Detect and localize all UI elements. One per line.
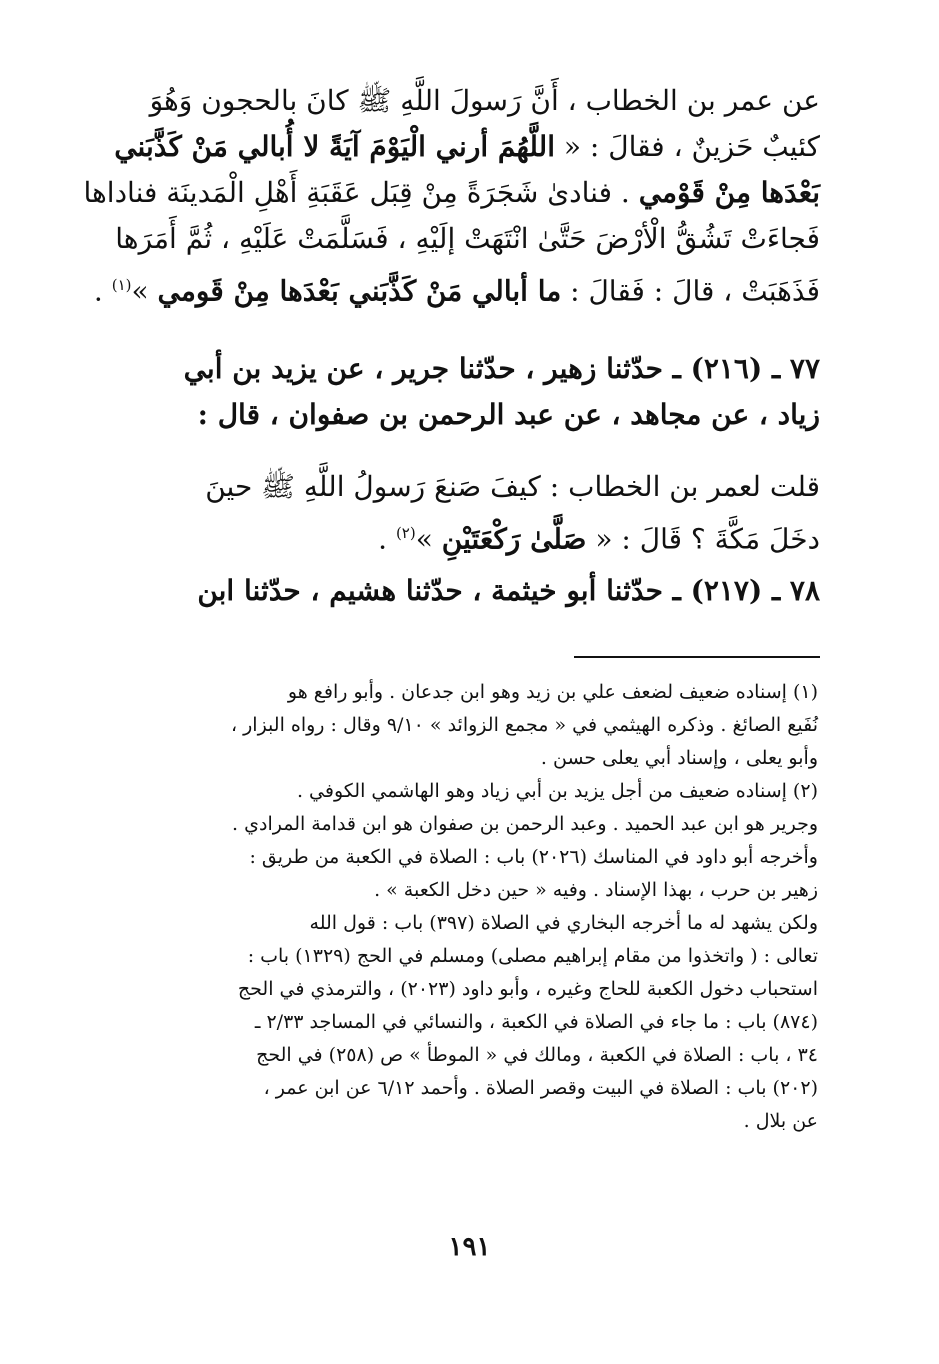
footnotes bbox=[100, 676, 818, 1138]
footnote-1: وأبو يعلى ، وإسناد أبي يعلى حسن . bbox=[540, 747, 818, 769]
text-line: قلت لعمر بن الخطاب : كيفَ صَنعَ رَسولُ اللَّهِ ﷺ حينَ bbox=[205, 470, 820, 503]
footnote-2-continued: ولكن يشهد له ما أخرجه البخاري في الصلاة (٣٩٧) باب : قول الله bbox=[309, 912, 818, 934]
footnote-1: (١) إسناده ضعيف لضعف علي بن زيد وهو ابن جدعان . وأبو رافع هو bbox=[287, 681, 818, 703]
text-line: زياد ، عن مجاهد ، عن عبد الرحمن بن صفوان ، قال : bbox=[197, 398, 820, 431]
text-line: ٧٧ ـ (٢١٦) ـ حدّثنا زهير ، حدّثنا جرير ، عن يزيد بن أبي bbox=[183, 352, 820, 385]
footnote-ref-1: (١) bbox=[111, 276, 132, 294]
paragraph-2 bbox=[100, 464, 820, 562]
text-line: دخَلَ مَكَّةَ ؟ قَالَ : « صَلَّىٰ رَكْعَتَيْنِ »$^{(٢)}$ . bbox=[378, 522, 820, 556]
text-line: كئيبٌ حَزينٌ ، فقالَ : « اللَّهُمَ أرني الْيَوْمَ آيَةً لا أُبالي مَنْ كَذَّبَني bbox=[114, 130, 820, 163]
paragraph-1 bbox=[83, 78, 820, 314]
bold-quote: اللَّهُمَ أرني الْيَوْمَ آيَةً لا أُبالي مَنْ كَذَّبَني bbox=[114, 130, 555, 163]
footnote-separator bbox=[574, 656, 820, 658]
footnote-2-continued: (٨٧٤) باب : ما جاء في الصلاة في الكعبة ، والنسائي في المساجد ٢/٣٣ ـ bbox=[254, 1011, 818, 1033]
footnote-2: وأخرجه أبو داود في المناسك (٢٠٢٦) باب : الصلاة في الكعبة من طريق : bbox=[249, 846, 818, 868]
bold-quote: بَعْدَها مِنْ قَوْمي bbox=[638, 176, 820, 209]
bold-quote: ما أبالي مَنْ كَذَّبَني بَعْدَها مِنْ قَومي bbox=[157, 274, 562, 308]
text-line: فَجاءَتْ تَشُقُّ الْأرْضَ حَتَّىٰ انْتَهَتْ إلَيْهِ ، فَسَلَّمَتْ عَلَيْهِ ، ثُمَّ أَمَرَها bbox=[115, 222, 820, 255]
page-number: ١٩١ bbox=[448, 1232, 491, 1262]
bold-quote: صَلَّىٰ رَكْعَتَيْنِ bbox=[441, 522, 587, 556]
footnote-2-continued: (٢٠٢) باب : الصلاة في البيت وقصر الصلاة . وأحمد ٦/١٢ عن ابن عمر ، bbox=[263, 1077, 818, 1099]
hadith-78 bbox=[100, 568, 820, 614]
footnote-2: (٢) إسناده ضعيف من أجل يزيد بن أبي زياد وهو الهاشمي الكوفي . bbox=[296, 780, 818, 802]
footnote-2-continued: تعالى : ( واتخذوا من مقام إبراهيم مصلى) ومسلم في الحج (١٣٢٩) باب : bbox=[247, 945, 818, 967]
footnote-2-continued: عن بلال . bbox=[743, 1110, 818, 1132]
hadith-77 bbox=[100, 346, 820, 438]
footnote-2: زهير بن حرب ، بهذا الإسناد . وفيه « حين دخل الكعبة » . bbox=[374, 879, 818, 901]
footnote-2-continued: استحباب دخول الكعبة للحاج وغيره ، وأبو داود (٢٠٢٣) ، والترمذي في الحج bbox=[237, 978, 818, 1000]
footnote-2-continued: ٣٤ ، باب : الصلاة في الكعبة ، ومالك في « الموطأ » ص (٢٥٨) في الحج bbox=[256, 1044, 818, 1066]
text-line: ٧٨ ـ (٢١٧) ـ حدّثنا أبو خيثمة ، حدّثنا هشيم ، حدّثنا ابن bbox=[197, 574, 820, 607]
text-line: بَعْدَها مِنْ قَوْمي . فنادىٰ شَجَرَةً مِنْ قِبَل عَقَبَةِ أَهْلِ الْمَدينَة فناداها bbox=[83, 176, 820, 209]
text-line: فَذَهَبَتْ ، قالَ : فَقالَ : ما أبالي مَنْ كَذَّبَني بَعْدَها مِنْ قَومي »$^{(١)}$ . bbox=[93, 274, 820, 308]
footnote-2: وجرير هو ابن عبد الحميد . وعبد الرحمن بن صفوان هو ابن قدامة المرادي . bbox=[232, 813, 818, 835]
footnote-1: نُفَيع الصائغ . وذكره الهيثمي في « مجمع الزوائد » ٩/١٠ وقال : رواه البزار ، bbox=[230, 714, 818, 736]
footnote-ref-2: (٢) bbox=[395, 524, 416, 542]
text-line: عن عمر بن الخطاب ، أَنَّ رَسولَ اللَّهِ ﷺ كانَ بالحجون وَهُوَ bbox=[149, 84, 820, 117]
